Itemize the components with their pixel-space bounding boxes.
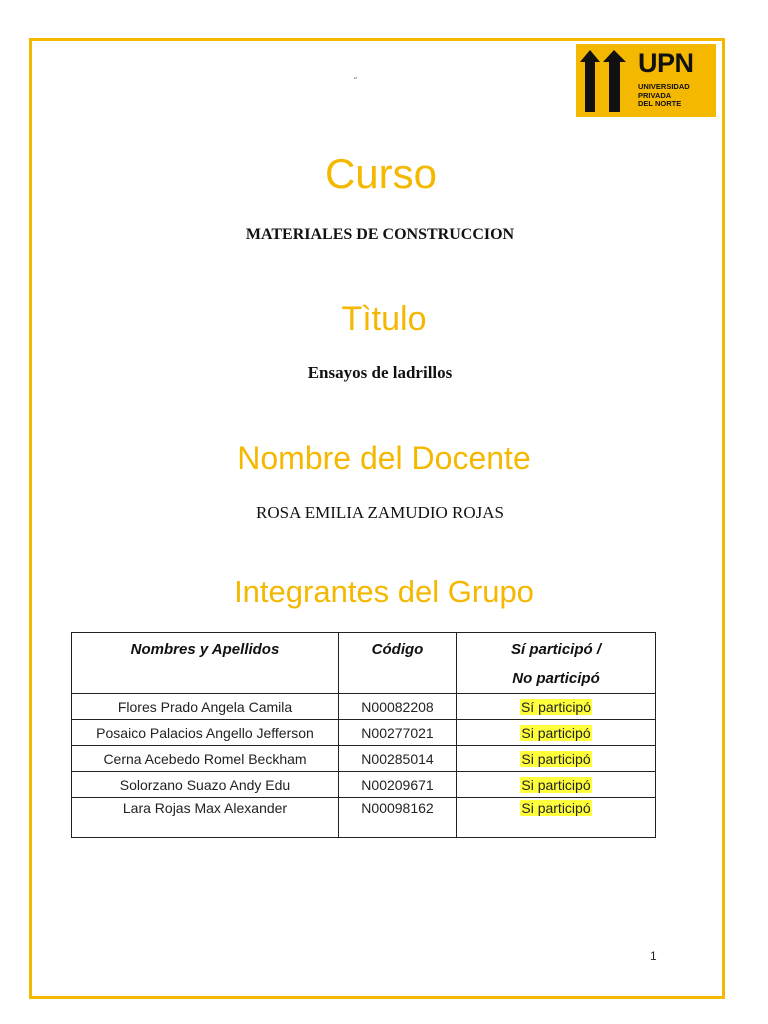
table-row [72,720,656,746]
upn-arrows-icon [576,44,638,117]
table-row [72,798,656,838]
course-heading: Curso [324,150,438,197]
member-name: Solorzano Suazo Andy Edu [72,772,339,798]
member-name: Flores Prado Angela Camila [72,694,339,720]
logo-brand: UPN [638,48,694,78]
upn-logo [576,44,716,117]
group-heading: Integrantes del Grupo [234,574,534,609]
teacher-name: ROSA EMILIA ZAMUDIO ROJAS [256,503,504,522]
member-code: N00098162 [339,798,457,838]
member-code: N00209671 [339,772,457,798]
logo-subtitle [638,83,690,109]
member-status-cell [457,746,656,772]
member-status: Si participó [521,776,591,793]
member-status-cell [457,694,656,720]
course-name: MATERIALES DE CONSTRUCCION [245,226,515,243]
member-status: Si participó [521,800,591,816]
member-name: Lara Rojas Max Alexander [72,798,339,838]
participation-header-line: No participó [512,670,600,687]
member-status-cell [457,720,656,746]
member-name: Posaico Palacios Angello Jefferson [72,720,339,746]
member-status: Si participó [521,724,591,741]
member-code: N00277021 [339,720,457,746]
stray-mark: ˝ [354,76,357,86]
title-heading: Tìtulo [341,300,427,338]
table-row [72,694,656,720]
table-row [72,746,656,772]
member-status: Si participó [521,750,591,767]
column-header-participation [457,633,656,694]
column-header-name: Nombres y Apellidos [72,633,339,694]
table-row [72,772,656,798]
member-name: Cerna Acebedo Romel Beckham [72,746,339,772]
members-table [71,632,656,838]
member-code: N00082208 [339,694,457,720]
page-number: 1 [650,949,657,963]
logo-line: UNIVERSIDAD [638,82,690,91]
member-code: N00285014 [339,746,457,772]
member-status: Sí participó [520,698,592,715]
teacher-heading: Nombre del Docente [237,440,531,476]
logo-line: PRIVADA [638,90,672,100]
table-header-row [72,633,656,694]
participation-header-line: Sí participó / [510,641,601,658]
member-status-cell [457,772,656,798]
logo-line: DEL NORTE [638,99,682,108]
column-header-code: Código [339,633,457,694]
member-status-cell [457,798,656,838]
title-value: Ensayos de ladrillos [307,363,453,382]
